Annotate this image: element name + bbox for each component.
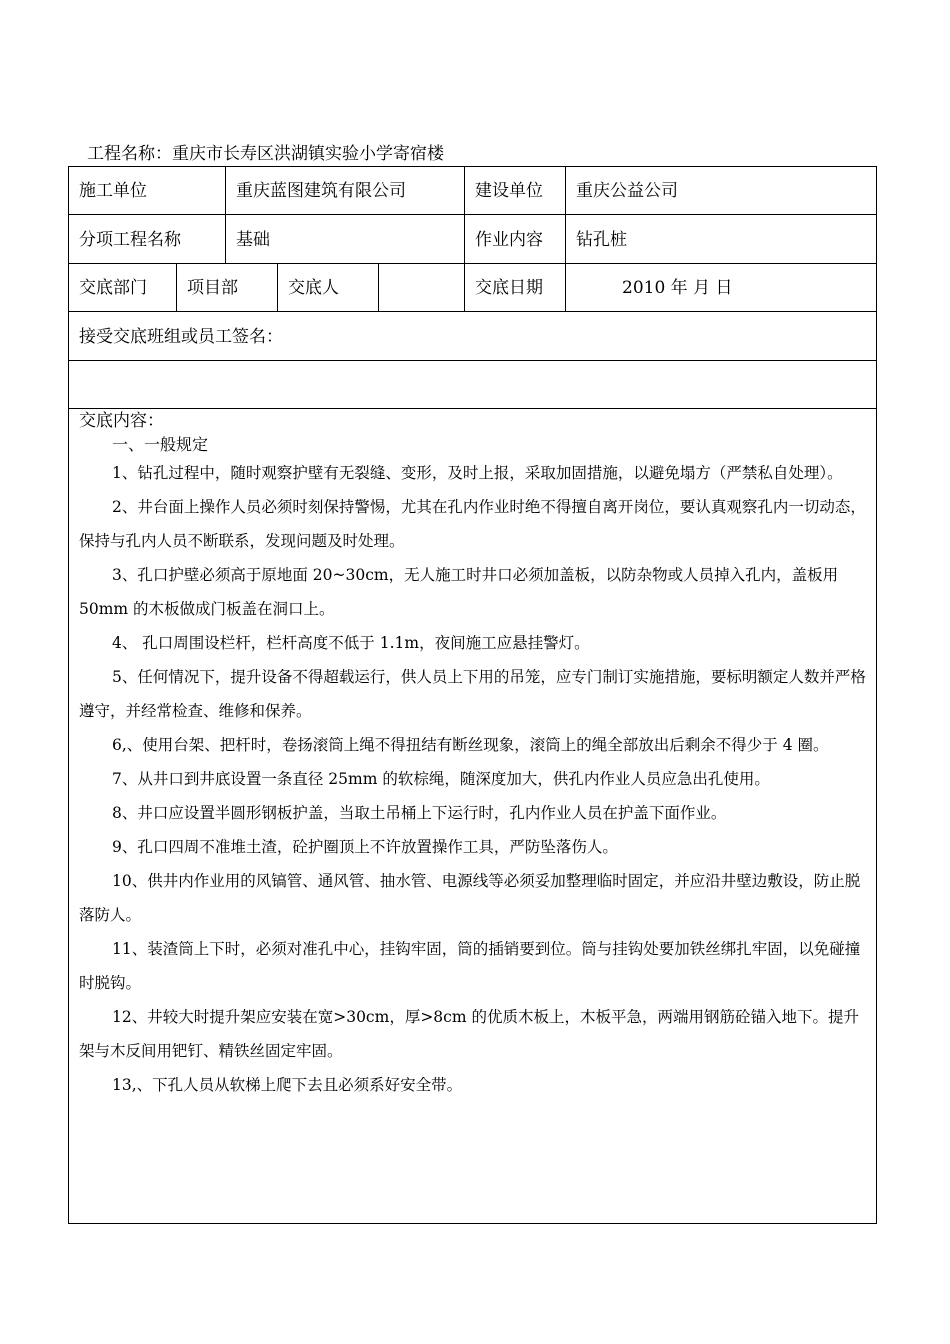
table-border-right bbox=[876, 166, 877, 1224]
project-name: 工程名称：重庆市长寿区洪湖镇实验小学寄宿楼 bbox=[87, 144, 444, 164]
list-item: 4、 孔口周围设栏杆，栏杆高度不低于 1.1m，夜间施工应悬挂警灯。 bbox=[112, 634, 590, 652]
col-divider bbox=[277, 263, 278, 311]
row-divider bbox=[68, 311, 877, 312]
list-item: 3、孔口护壁必须高于原地面 20~30cm，无人施工时井口必须加盖板，以防杂物或人员掉入孔内，盖板用 50mm 的木板做成门板盖在洞口上。 bbox=[79, 566, 839, 618]
signature-label: 接受交底班组或员工签名： bbox=[79, 327, 283, 347]
date-label: 交底日期 bbox=[475, 278, 543, 298]
col-divider bbox=[464, 166, 465, 311]
owner-unit-value: 重庆公益公司 bbox=[576, 181, 678, 201]
list-item: 13,、下孔人员从软梯上爬下去且必须系好安全带。 bbox=[112, 1076, 463, 1094]
work-content-value: 钻孔桩 bbox=[576, 230, 627, 250]
list-item: 7、从井口到井底设置一条直径 25mm 的软棕绳，随深度加大，供孔内作业人员应急出孔使用。 bbox=[112, 770, 770, 788]
list-item: 1、钻孔过程中，随时观察护壁有无裂缝、变形，及时上报，采取加固措施，以避免塌方（严禁私自处理）。 bbox=[112, 464, 843, 482]
list-item: 6,、使用台架、把杆时，卷扬滚筒上绳不得扭结有断丝现象，滚筒上的绳全部放出后剩余不得少于 4 圈。 bbox=[112, 736, 829, 754]
list-item: 12、井较大时提升架应安装在宽>30cm，厚>8cm 的优质木板上，木板平急，两端用钢筋砼锚入地下。提升架与木反间用钯钉、精铁丝固定牢固。 bbox=[79, 1008, 859, 1060]
col-divider bbox=[378, 263, 379, 311]
list-item: 5、任何情况下，提升设备不得超载运行，供人员上下用的吊笼，应专门制订实施措施，要标明额定人数并严格遵守，并经常检查、维修和保养。 bbox=[79, 668, 866, 720]
work-content-label: 作业内容 bbox=[475, 230, 543, 250]
row-divider bbox=[68, 263, 877, 264]
owner-unit-label: 建设单位 bbox=[475, 181, 543, 201]
dept-value: 项目部 bbox=[187, 278, 238, 298]
list-item: 11、装渣筒上下时，必须对准孔中心，挂钩牢固，筒的插销要到位。筒与挂钩处要加铁丝绑扎牢固，以免碰撞时脱钩。 bbox=[79, 940, 861, 992]
col-divider bbox=[565, 166, 566, 311]
construction-unit-label: 施工单位 bbox=[79, 181, 147, 201]
disclosure-content bbox=[79, 410, 869, 1102]
sub-project-value: 基础 bbox=[236, 230, 270, 250]
list-item: 10、供井内作业用的风镐管、通风管、抽水管、电源线等必须妥加整理临时固定，并应沿井壁边敷设，防止脱落防人。 bbox=[79, 872, 861, 924]
col-divider bbox=[225, 166, 226, 263]
row-divider bbox=[68, 408, 877, 409]
discloser-label: 交底人 bbox=[288, 278, 339, 298]
row-divider bbox=[68, 214, 877, 215]
col-divider bbox=[176, 263, 177, 311]
dept-label: 交底部门 bbox=[79, 278, 147, 298]
list-item: 9、孔口四周不准堆土渣，砼护圈顶上不许放置操作工具，严防坠落伤人。 bbox=[112, 838, 618, 856]
table-border-bottom bbox=[68, 1223, 877, 1224]
content-title: 交底内容： bbox=[79, 411, 164, 431]
table-border-top bbox=[68, 166, 877, 167]
date-value: 2010 年 月 日 bbox=[622, 278, 733, 298]
table-border-left bbox=[68, 166, 69, 1224]
section-heading: 一、一般规定 bbox=[112, 435, 209, 454]
list-item: 8、井口应设置半圆形钢板护盖，当取土吊桶上下运行时，孔内作业人员在护盖下面作业。 bbox=[112, 804, 727, 822]
row-divider bbox=[68, 360, 877, 361]
construction-unit-value: 重庆蓝图建筑有限公司 bbox=[236, 181, 406, 201]
list-item: 2、井台面上操作人员必须时刻保持警惕，尤其在孔内作业时绝不得擅自离开岗位，要认真观察孔内一切动态，保持与孔内人员不断联系，发现问题及时处理。 bbox=[79, 498, 866, 550]
sub-project-label: 分项工程名称 bbox=[79, 230, 181, 250]
